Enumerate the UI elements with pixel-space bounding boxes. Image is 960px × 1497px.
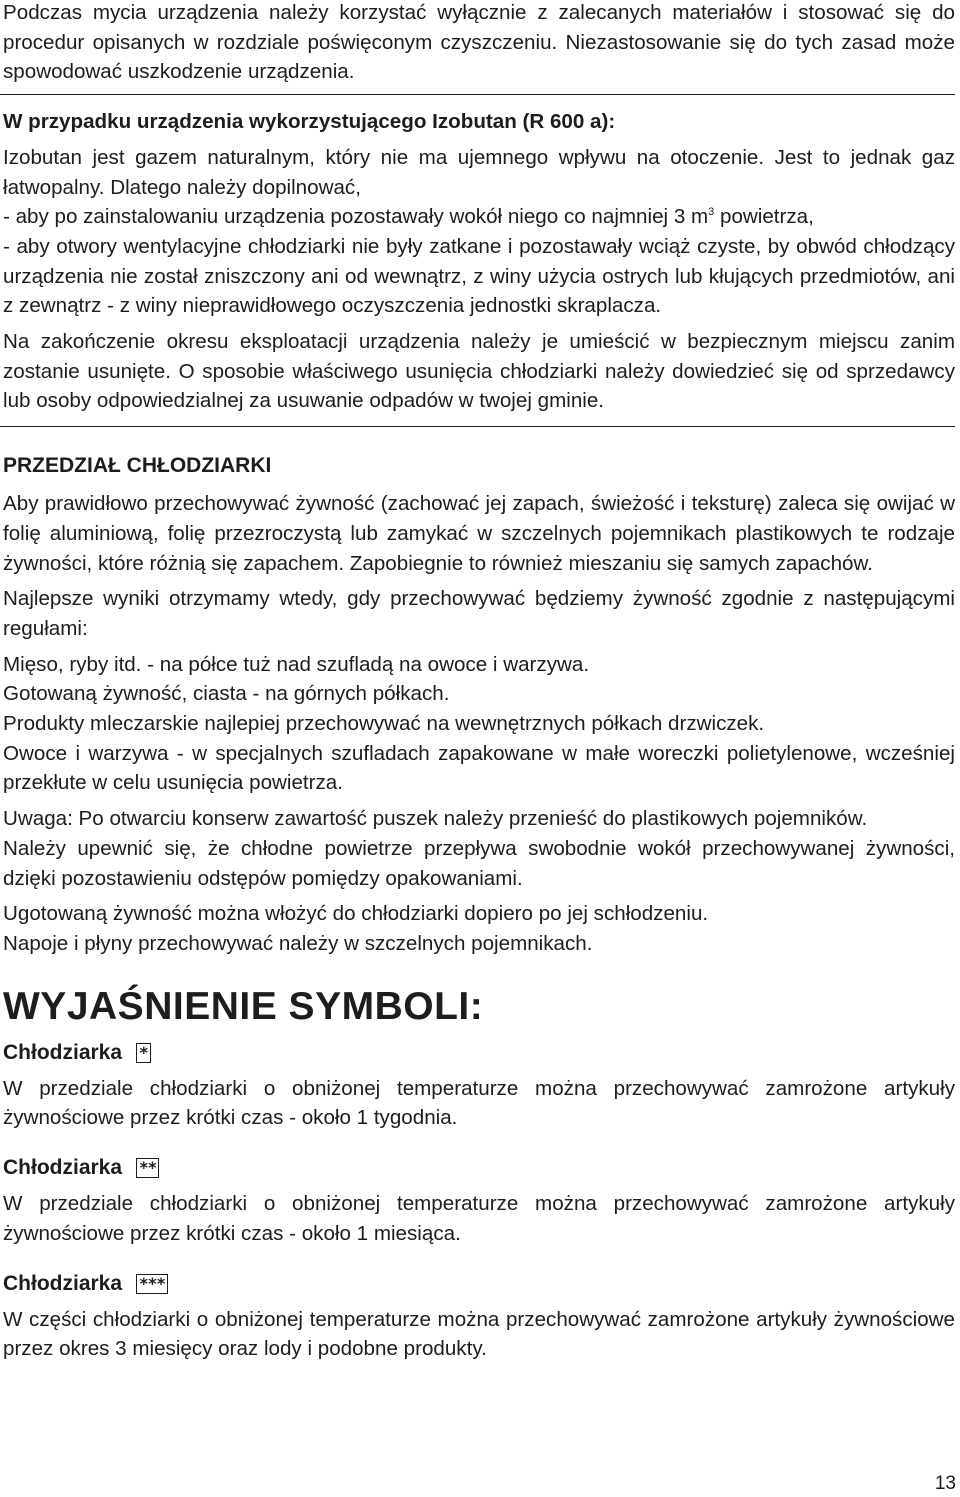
paragraph-ventilation: - aby otwory wentylacyjne chłodziarki nie były zatkane i pozostawały wciąż czyste, by obwód chłodzący urządzenia nie został zniszczony ani od wewnątrz, z winy użycia ostrych lub kłujących przedmiotów, ani z zewnątrz - z winy nieprawidłowego oczyszczenia jednostki skraplacza.: [3, 234, 955, 318]
symbol-description: W przedziale chłodziarki o obniżonej temperaturze można przechowywać zamrożone artykuły żywnościowe przez krótki czas - około 1 miesiąca.: [3, 1192, 955, 1245]
paragraph-cleaning: Podczas mycia urządzenia należy korzystać wyłącznie z zalecanych materiałów i stosować się do procedur opisanych w rozdziale poświęconym czyszczeniu. Niezastosowanie się do tych zasad może spowodować uszkodzenie urządzenia.: [3, 1, 955, 84]
paragraph-air-flow: Należy upewnić się, że chłodne powietrze przepływa swobodnie wokół przechowywanej żywności, dzięki pozostawieniu odstępów pomiędzy opakowaniami.: [3, 836, 955, 890]
paragraph-rules-intro: Najlepsze wyniki otrzymamy wtedy, gdy przechowywać będziemy żywność zgodnie z następującymi regułami:: [3, 587, 955, 640]
isobutane-heading: W przypadku urządzenia wykorzystującego Izobutan (R 600 a):: [3, 110, 616, 134]
space-text: - aby po zainstalowaniu urządzenia pozostawały wokół niego co najmniej 3 m: [3, 205, 709, 229]
symbol-item: [3, 1038, 955, 1133]
section-title-fridge: PRZEDZIAŁ CHŁODZIARKI: [3, 454, 272, 478]
symbol-item: [3, 1153, 955, 1248]
space-text-end: powietrza,: [714, 205, 814, 229]
page-number: 13: [934, 1473, 956, 1494]
symbol-heading: [3, 1038, 955, 1068]
one-star-icon: *: [136, 1043, 151, 1063]
two-star-icon: **: [136, 1158, 159, 1178]
paragraph-space-requirement: [3, 202, 955, 232]
document-page: [3, 0, 955, 1364]
symbol-heading: [3, 1269, 955, 1299]
paragraph-note: Uwaga: Po otwarciu konserw zawartość puszek należy przenieść do plastikowych pojemników.: [3, 807, 868, 831]
divider: [0, 426, 955, 427]
paragraph-isobutane: Izobutan jest gazem naturalnym, który nie ma ujemnego wpływu na otoczenie. Jest to jednak gaz łatwopalny. Dlatego należy dopilnować,: [3, 145, 955, 199]
symbol-description: W części chłodziarki o obniżonej temperaturze można przechowywać zamrożone artykuły żywnościowe przez okres 3 miesięcy oraz lody i podobne produkty.: [3, 1307, 955, 1361]
paragraph-wrapping: Aby prawidłowo przechowywać żywność (zachować jej zapach, świeżość i teksturę) zaleca się owijać w folię aluminiową, folię przezroczystą lub zamykać w szczelnych pojemnikach plastikowych te rodzaje żywności, które różnią się zapachem. Zapobiegnie to również mieszaniu się samych zapachów.: [3, 492, 955, 575]
list-item: Gotowaną żywność, ciasta - na górnych półkach.: [3, 682, 450, 706]
symbol-description: W przedziale chłodziarki o obniżonej temperaturze można przechowywać zamrożone artykuły żywnościowe przez krótki czas - około 1 tygodnia.: [3, 1076, 955, 1130]
list-item: Mięso, ryby itd. - na półce tuż nad szufladą na owoce i warzywa.: [3, 652, 590, 676]
paragraph-cooked-food: Ugotowaną żywność można włożyć do chłodziarki dopiero po jej schłodzeniu.: [3, 902, 709, 926]
list-item: Owoce i warzywa - w specjalnych szufladach zapakowane w małe woreczki polietylenowe, wcześniej przekłute w celu usunięcia powietrza.: [3, 741, 955, 795]
section-title-symbols: WYJAŚNIENIE SYMBOLI:: [3, 984, 484, 1028]
three-star-icon: ***: [136, 1274, 168, 1294]
divider: [0, 94, 955, 95]
symbol-label: Chłodziarka: [3, 1271, 123, 1295]
symbol-label: Chłodziarka: [3, 1156, 123, 1180]
symbol-label: Chłodziarka: [3, 1040, 123, 1064]
superscript: 3: [708, 206, 715, 219]
paragraph-drinks: Napoje i płyny przechowywać należy w szczelnych pojemnikach.: [3, 931, 593, 955]
symbol-item: [3, 1269, 955, 1364]
symbol-heading: [3, 1153, 955, 1183]
paragraph-disposal: Na zakończenie okresu eksploatacji urządzenia należy je umieścić w bezpiecznym miejscu zanim zostanie usunięte. O sposobie właściwego usunięcia chłodziarki należy dowiedzieć się od sprzedawcy lub osoby odpowiedzialnej za usuwanie odpadów w twojej gminie.: [3, 330, 955, 413]
list-item: Produkty mleczarskie najlepiej przechowywać na wewnętrznych półkach drzwiczek.: [3, 712, 765, 736]
